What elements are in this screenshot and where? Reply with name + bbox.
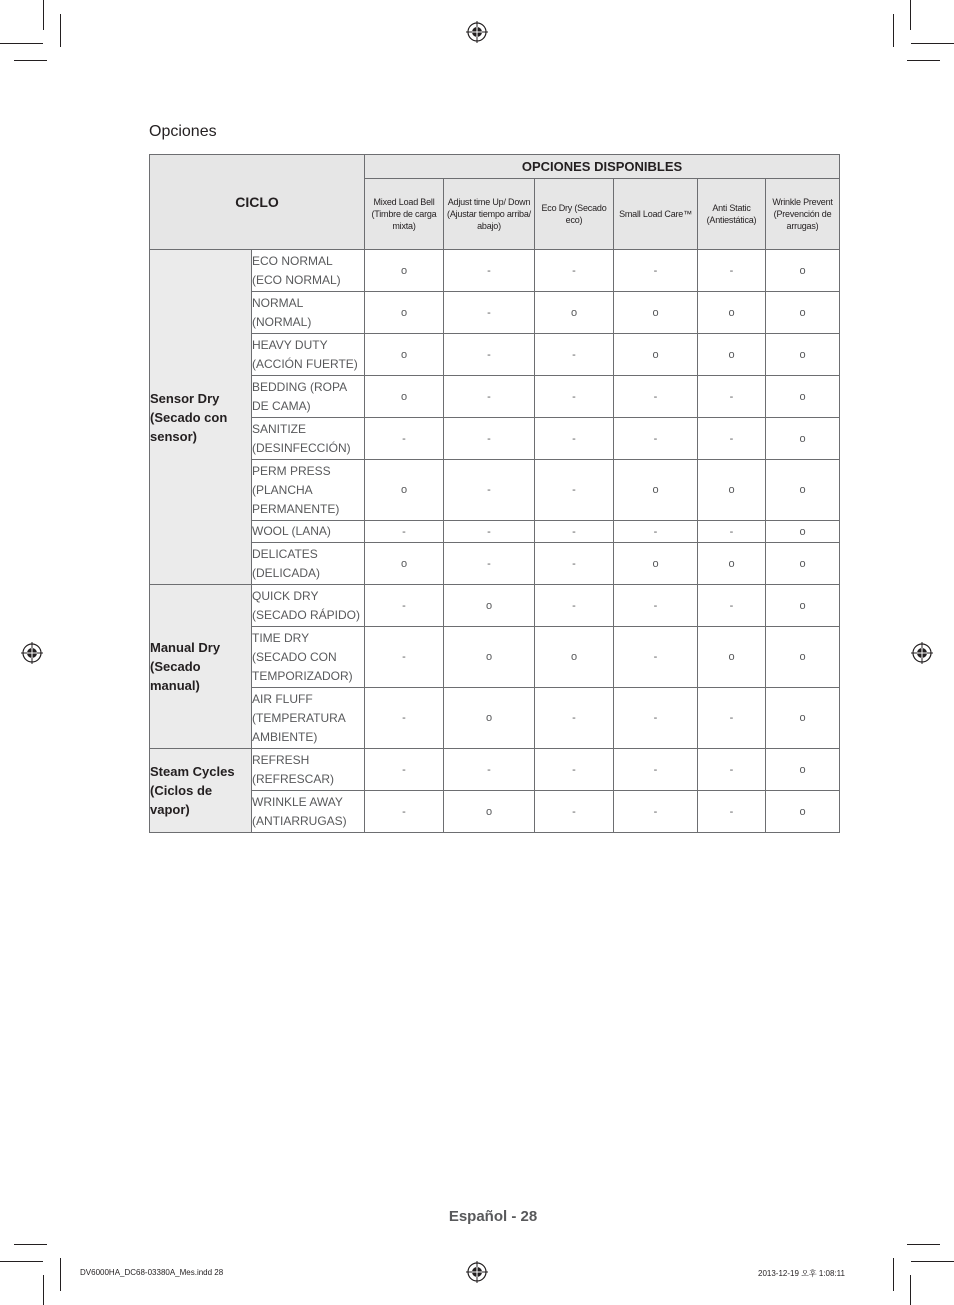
option-availability-mark: -: [535, 376, 614, 418]
option-availability-mark: o: [444, 791, 535, 833]
page-number: Español - 28: [448, 1208, 538, 1225]
crop-mark: [893, 14, 894, 47]
option-availability-mark: o: [766, 376, 840, 418]
crop-mark: [910, 1275, 911, 1305]
cycle-name: ECO NORMAL (ECO NORMAL): [252, 250, 365, 292]
cycle-name: AIR FLUFF (TEMPERATURA AMBIENTE): [252, 688, 365, 749]
crop-mark: [907, 60, 940, 61]
option-availability-mark: -: [614, 749, 698, 791]
option-availability-mark: -: [614, 688, 698, 749]
option-availability-mark: o: [444, 688, 535, 749]
option-availability-mark: -: [535, 418, 614, 460]
option-availability-mark: o: [766, 627, 840, 688]
cycle-name: NORMAL (NORMAL): [252, 292, 365, 334]
cycle-name: WRINKLE AWAY (ANTIARRUGAS): [252, 791, 365, 833]
option-availability-mark: -: [444, 250, 535, 292]
option-availability-mark: -: [614, 791, 698, 833]
option-availability-mark: o: [766, 521, 840, 543]
cycle-name: DELICATES (DELICADA): [252, 543, 365, 585]
cycle-name: TIME DRY (SECADO CON TEMPORIZADOR): [252, 627, 365, 688]
option-header: Eco Dry (Secado eco): [535, 179, 614, 250]
option-availability-mark: o: [766, 585, 840, 627]
crop-mark: [60, 14, 61, 47]
option-availability-mark: o: [766, 250, 840, 292]
crop-mark: [893, 1258, 894, 1291]
option-availability-mark: -: [444, 418, 535, 460]
table-row: [150, 521, 840, 543]
table-row: [150, 250, 840, 292]
option-availability-mark: -: [614, 376, 698, 418]
option-availability-mark: -: [698, 749, 766, 791]
options-available-header: OPCIONES DISPONIBLES: [365, 155, 840, 179]
option-availability-mark: o: [766, 460, 840, 521]
table-row: [150, 585, 840, 627]
ciclo-header: CICLO: [150, 155, 365, 250]
option-availability-mark: -: [535, 585, 614, 627]
cycle-group-label: Manual Dry (Secado manual): [150, 585, 252, 749]
option-availability-mark: o: [766, 749, 840, 791]
option-availability-mark: -: [444, 543, 535, 585]
crop-mark: [911, 43, 954, 44]
table-row: [150, 334, 840, 376]
crop-mark: [14, 1244, 47, 1245]
cycle-group-label: Sensor Dry (Secado con sensor): [150, 250, 252, 585]
option-availability-mark: o: [766, 292, 840, 334]
option-availability-mark: -: [444, 376, 535, 418]
cycle-name: BEDDING (ROPA DE CAMA): [252, 376, 365, 418]
registration-mark-icon: [466, 21, 488, 43]
option-availability-mark: -: [535, 749, 614, 791]
option-availability-mark: -: [535, 521, 614, 543]
option-availability-mark: -: [614, 521, 698, 543]
cycle-group-label: Steam Cycles (Ciclos de vapor): [150, 749, 252, 833]
table-row: [150, 749, 840, 791]
option-availability-mark: o: [614, 460, 698, 521]
option-availability-mark: -: [365, 585, 444, 627]
option-availability-mark: -: [614, 418, 698, 460]
table-row: [150, 791, 840, 833]
cycle-name: HEAVY DUTY (ACCIÓN FUERTE): [252, 334, 365, 376]
option-availability-mark: -: [444, 521, 535, 543]
table-row: [150, 376, 840, 418]
cycle-name: REFRESH (REFRESCAR): [252, 749, 365, 791]
option-availability-mark: o: [698, 543, 766, 585]
option-availability-mark: -: [444, 460, 535, 521]
option-header: Wrinkle Prevent (Prevención de arrugas): [766, 179, 840, 250]
option-availability-mark: -: [444, 334, 535, 376]
options-table: [149, 154, 840, 833]
option-availability-mark: -: [365, 791, 444, 833]
crop-mark: [0, 43, 43, 44]
option-availability-mark: o: [698, 334, 766, 376]
option-availability-mark: o: [535, 627, 614, 688]
crop-mark: [43, 1275, 44, 1305]
option-availability-mark: -: [444, 749, 535, 791]
option-availability-mark: -: [535, 688, 614, 749]
option-availability-mark: -: [444, 292, 535, 334]
option-availability-mark: -: [535, 460, 614, 521]
cycle-name: SANITIZE (DESINFECCIÓN): [252, 418, 365, 460]
option-availability-mark: o: [365, 250, 444, 292]
option-availability-mark: -: [365, 418, 444, 460]
option-header: Adjust time Up/ Down (Ajustar tiempo arriba/ abajo): [444, 179, 535, 250]
option-availability-mark: -: [698, 791, 766, 833]
option-availability-mark: -: [698, 521, 766, 543]
crop-mark: [43, 0, 44, 30]
option-availability-mark: -: [365, 688, 444, 749]
option-availability-mark: o: [365, 543, 444, 585]
option-availability-mark: -: [535, 334, 614, 376]
crop-mark: [910, 0, 911, 30]
option-availability-mark: -: [365, 627, 444, 688]
option-availability-mark: -: [535, 250, 614, 292]
option-availability-mark: o: [444, 627, 535, 688]
timestamp-slug: 2013-12-19 오후 1:08:11: [758, 1269, 845, 1278]
crop-mark: [60, 1258, 61, 1291]
option-availability-mark: -: [698, 418, 766, 460]
option-availability-mark: -: [698, 688, 766, 749]
cycle-name: PERM PRESS (PLANCHA PERMANENTE): [252, 460, 365, 521]
option-availability-mark: -: [535, 791, 614, 833]
option-availability-mark: o: [365, 376, 444, 418]
option-availability-mark: o: [766, 543, 840, 585]
table-row: [150, 688, 840, 749]
registration-mark-icon: [466, 1261, 488, 1283]
table-row: [150, 627, 840, 688]
option-header: Mixed Load Bell (Timbre de carga mixta): [365, 179, 444, 250]
option-availability-mark: o: [535, 292, 614, 334]
registration-mark-icon: [21, 642, 43, 664]
table-row: [150, 460, 840, 521]
option-availability-mark: -: [614, 250, 698, 292]
table-row: [150, 418, 840, 460]
option-availability-mark: o: [766, 791, 840, 833]
crop-mark: [907, 1244, 940, 1245]
option-availability-mark: -: [614, 627, 698, 688]
option-availability-mark: o: [614, 292, 698, 334]
file-slug: DV6000HA_DC68-03380A_Mes.indd 28: [80, 1268, 224, 1277]
option-header: Small Load Care™: [614, 179, 698, 250]
option-availability-mark: o: [365, 460, 444, 521]
crop-mark: [14, 60, 47, 61]
table-row: [150, 543, 840, 585]
crop-mark: [911, 1261, 954, 1262]
option-header: Anti Static (Antiestática): [698, 179, 766, 250]
registration-mark-icon: [911, 642, 933, 664]
option-availability-mark: o: [365, 292, 444, 334]
crop-mark: [0, 1261, 43, 1262]
option-availability-mark: o: [444, 585, 535, 627]
cycle-name: QUICK DRY (SECADO RÁPIDO): [252, 585, 365, 627]
option-availability-mark: o: [766, 418, 840, 460]
option-availability-mark: o: [698, 627, 766, 688]
option-availability-mark: -: [365, 749, 444, 791]
cycle-name: WOOL (LANA): [252, 521, 365, 543]
option-availability-mark: o: [698, 292, 766, 334]
option-availability-mark: o: [365, 334, 444, 376]
option-availability-mark: -: [698, 376, 766, 418]
option-availability-mark: o: [766, 334, 840, 376]
option-availability-mark: o: [614, 543, 698, 585]
option-availability-mark: -: [698, 585, 766, 627]
option-availability-mark: o: [698, 460, 766, 521]
table-row: [150, 292, 840, 334]
option-availability-mark: -: [698, 250, 766, 292]
option-availability-mark: -: [614, 585, 698, 627]
option-availability-mark: o: [614, 334, 698, 376]
option-availability-mark: -: [365, 521, 444, 543]
option-availability-mark: o: [766, 688, 840, 749]
option-availability-mark: -: [535, 543, 614, 585]
section-title: Opciones: [149, 123, 217, 140]
